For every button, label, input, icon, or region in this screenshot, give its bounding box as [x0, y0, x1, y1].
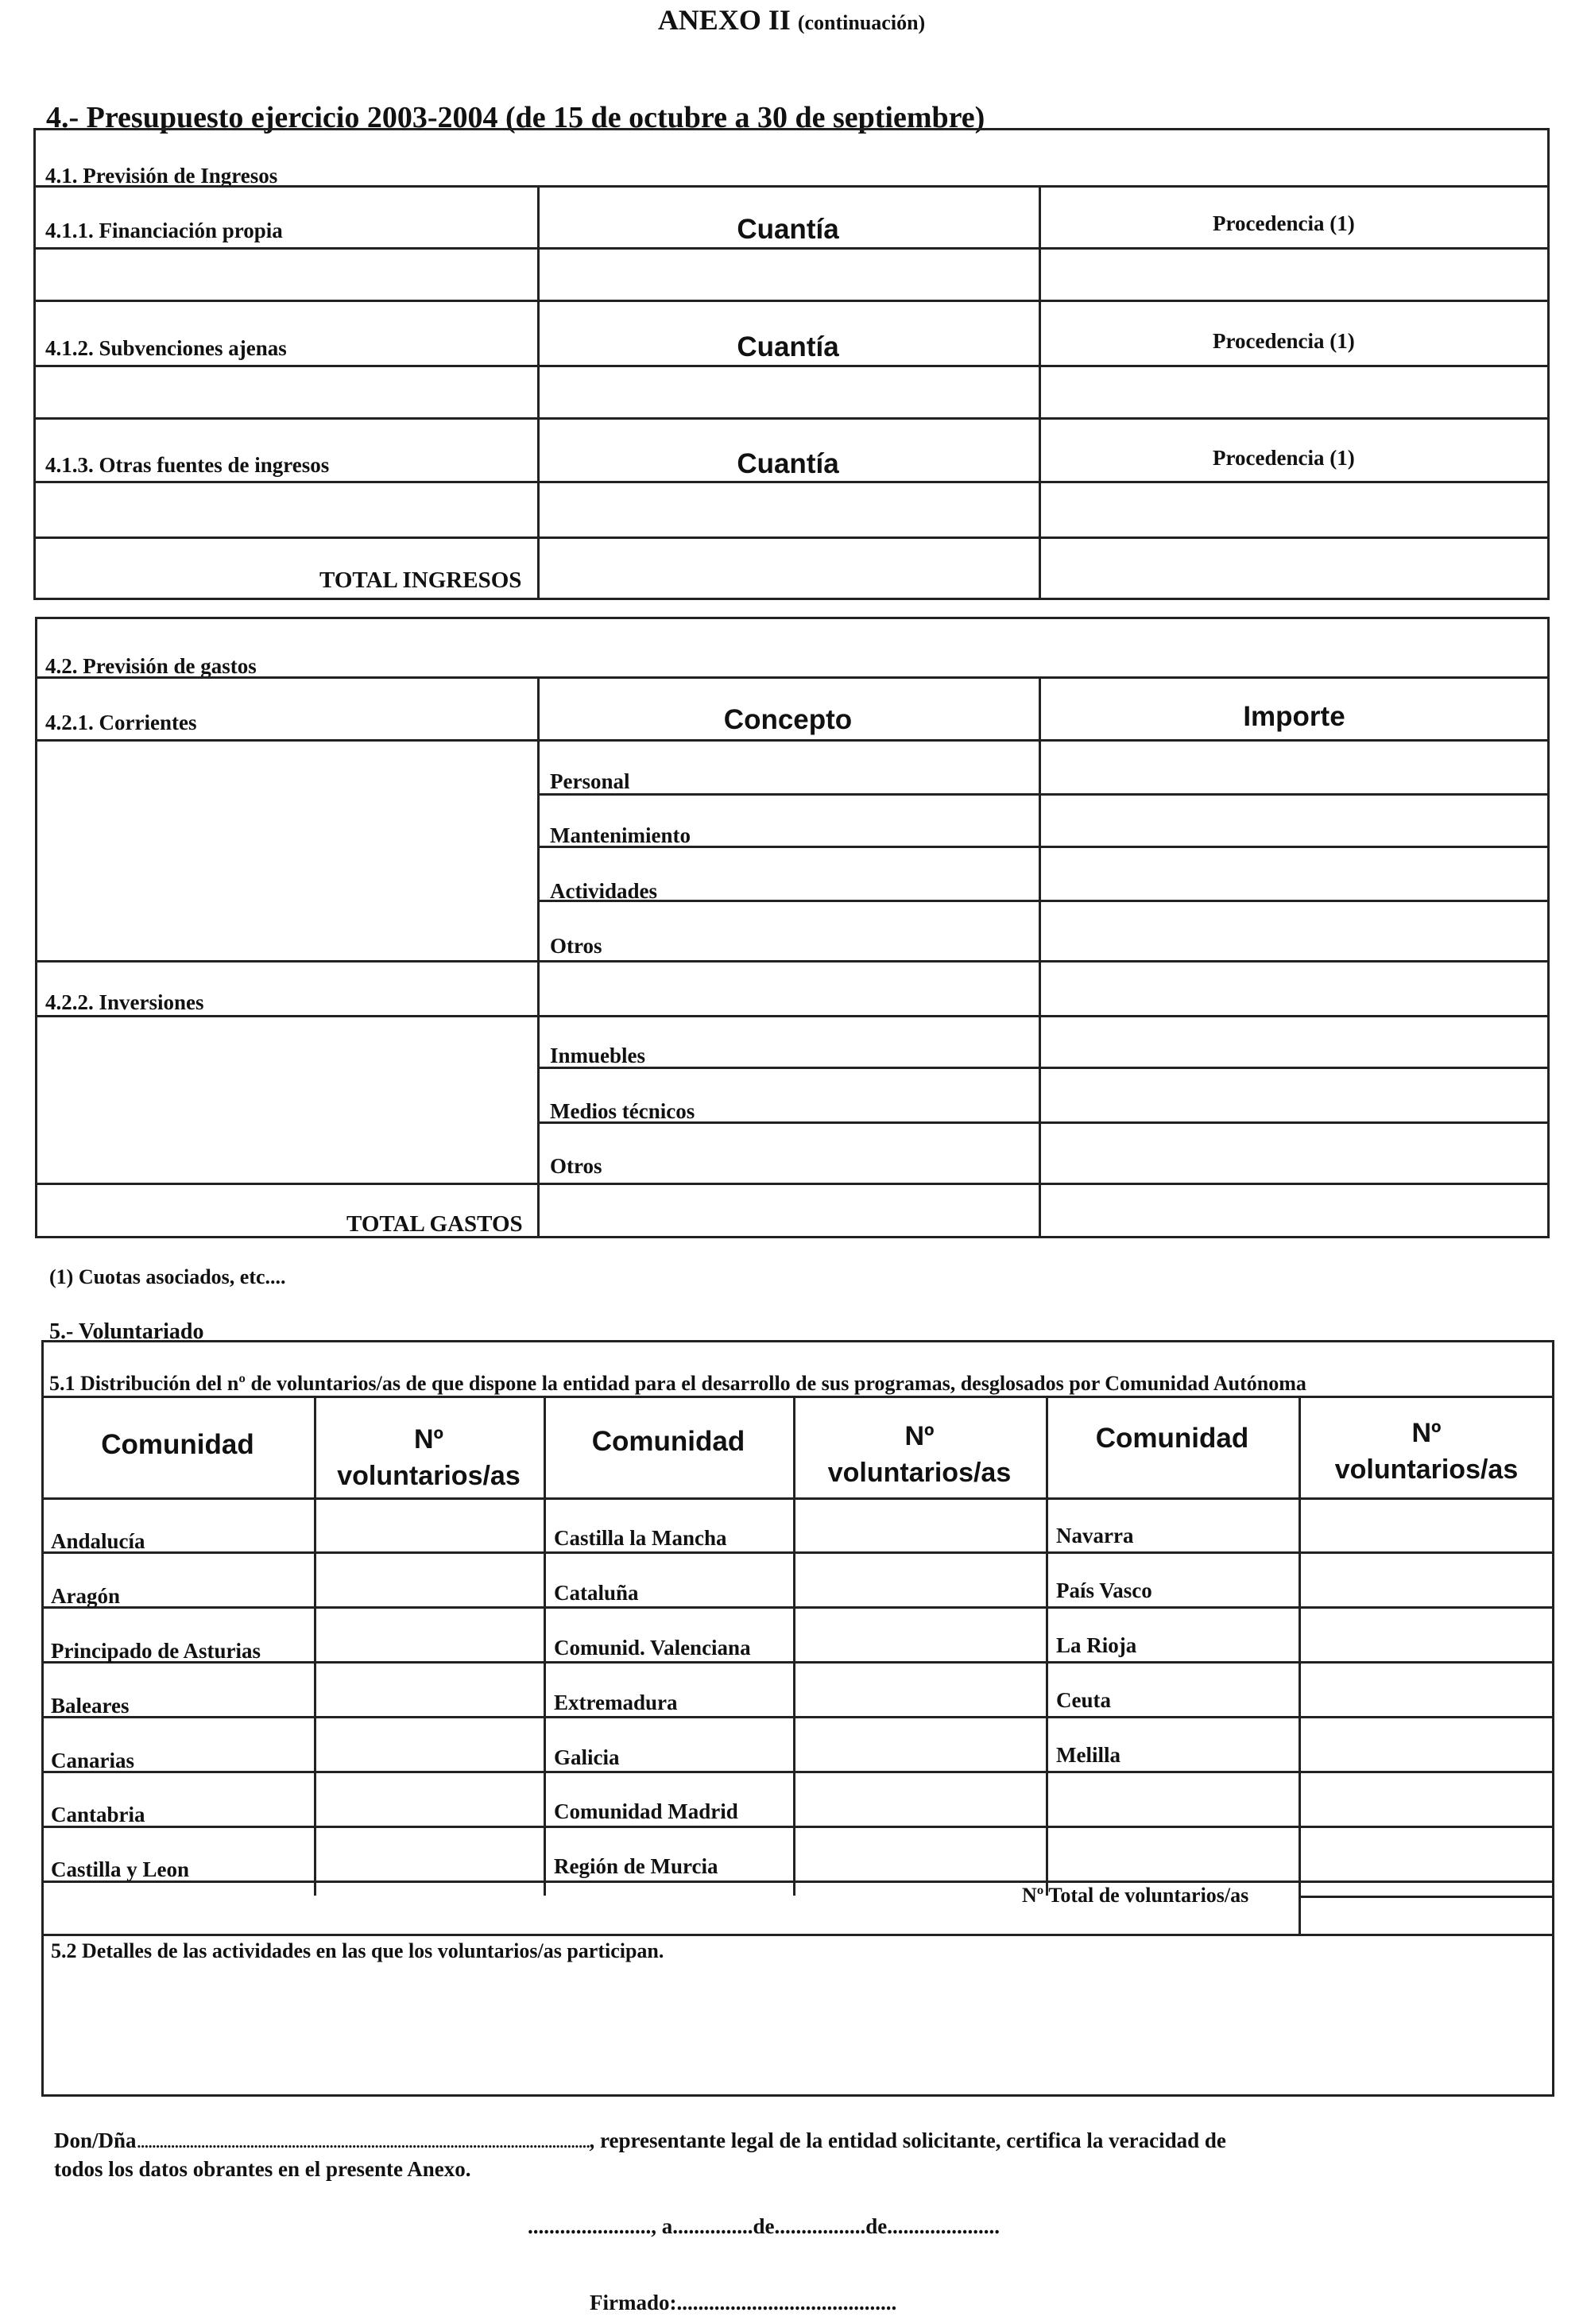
income-row-grants-origin-header: Procedencia (1) [1213, 329, 1355, 353]
col-header-community-3: Comunidad [1095, 1423, 1249, 1454]
total-expenses-field[interactable] [540, 1185, 1036, 1236]
income-row-other-sources-amount-header: Cuantía [737, 448, 839, 479]
investments-label: 4.2.2. Inversiones [45, 990, 204, 1014]
income-grants-origin-field[interactable] [1041, 367, 1547, 415]
community-castilla-leon: Castilla y Leon [51, 1857, 190, 1881]
current-expenses-label: 4.2.1. Corrientes [45, 711, 197, 734]
col-header-count-2-label: voluntarios/as [827, 1458, 1012, 1488]
community-cataluna: Cataluña [554, 1581, 639, 1605]
activity-details-field[interactable] [44, 1967, 1552, 2094]
community-valenciana: Comunid. Valenciana [554, 1636, 751, 1660]
total-income-label: TOTAL INGRESOS [319, 567, 522, 593]
total-volunteers-label: Nº Total de voluntarios/as [1022, 1884, 1249, 1907]
community-aragon: Aragón [51, 1584, 120, 1608]
community-baleares: Baleares [51, 1694, 130, 1718]
total-expenses-label: TOTAL GASTOS [346, 1211, 523, 1237]
expense-item-technical-means: Medios técnicos [550, 1099, 695, 1123]
signature-line[interactable]: Firmado:......................................... [590, 2291, 897, 2314]
community-cantabria: Cantabria [51, 1803, 145, 1826]
amount-header: Importe [1243, 701, 1345, 732]
income-own-funding-amount-field[interactable] [540, 250, 1036, 297]
expense-item-personal: Personal [550, 769, 630, 793]
income-row-other-sources-label: 4.1.3. Otras fuentes de ingresos [45, 453, 330, 477]
income-row-grants-label: 4.1.2. Subvenciones ajenas [45, 336, 287, 360]
expense-item-activities: Actividades [550, 879, 657, 903]
income-other-sources-amount-field[interactable] [540, 483, 1036, 534]
representative-name-field[interactable]: ........................................................................................................................ [136, 2128, 590, 2152]
expenses-title: 4.2. Previsión de gastos [45, 654, 257, 678]
income-row-other-sources-origin-header: Procedencia (1) [1213, 446, 1355, 470]
page-title [0, 3, 1583, 37]
income-grants-amount-field[interactable] [540, 367, 1036, 415]
community-extremadura: Extremadura [554, 1691, 678, 1714]
income-row-own-funding-label: 4.1.1. Financiación propia [45, 219, 283, 242]
community-andalucia: Andalucía [51, 1529, 145, 1553]
footnote: (1) Cuotas asociados, etc.... [49, 1265, 286, 1288]
community-murcia: Región de Murcia [554, 1854, 718, 1878]
expense-item-real-estate: Inmuebles [550, 1044, 646, 1067]
budget-heading: 4.- Presupuesto ejercicio 2003-2004 (de 15 de octubre a 30 de septiembre) [46, 101, 985, 134]
income-own-funding-origin-field[interactable] [1041, 250, 1547, 297]
certification-text: , representante legal de la entidad solicitante, certifica la veracidad de [589, 2128, 1226, 2152]
certification-line-2: todos los datos obrantes en el presente Anexo. [54, 2157, 471, 2181]
total-volunteers-field[interactable] [1301, 1898, 1552, 1932]
community-galicia: Galicia [554, 1745, 620, 1769]
representative-label: Don/Dña [54, 2128, 137, 2152]
community-melilla: Melilla [1056, 1743, 1120, 1767]
date-line[interactable]: ......................., a...............de.................de..................... [528, 2214, 1000, 2238]
community-ceuta: Ceuta [1056, 1688, 1111, 1712]
concept-header: Concepto [723, 704, 853, 735]
certification-line-1 [54, 2128, 1226, 2153]
community-madrid: Comunidad Madrid [554, 1799, 738, 1823]
col-header-count-3-nº: Nº [1411, 1418, 1442, 1448]
activity-details-title: 5.2 Detalles de las actividades en las que los voluntarios/as participan. [51, 1939, 664, 1962]
col-header-community-1: Comunidad [101, 1429, 254, 1460]
col-header-count-2-nº: Nº [904, 1421, 935, 1451]
expense-item-maintenance: Mantenimiento [550, 823, 691, 847]
community-la-rioja: La Rioja [1056, 1633, 1137, 1657]
col-header-count-3-label: voluntarios/as [1334, 1454, 1519, 1485]
annex-title: ANEXO II [657, 4, 791, 36]
community-canarias: Canarias [51, 1749, 135, 1772]
community-navarra: Navarra [1056, 1524, 1134, 1547]
expense-item-other-investments: Otros [550, 1154, 602, 1178]
community-castilla-mancha: Castilla la Mancha [554, 1526, 727, 1550]
income-row-own-funding-amount-header: Cuantía [737, 214, 839, 245]
col-header-community-2: Comunidad [591, 1426, 745, 1457]
col-header-count-1-nº: Nº [414, 1424, 443, 1454]
total-income-field[interactable] [540, 539, 1036, 598]
community-pais-vasco: País Vasco [1056, 1578, 1152, 1602]
volunteers-heading: 5.- Voluntariado [49, 1319, 204, 1344]
income-row-grants-amount-header: Cuantía [737, 331, 839, 362]
income-title: 4.1. Previsión de Ingresos [45, 164, 278, 188]
col-header-count-1-label: voluntarios/as [337, 1461, 521, 1491]
expense-item-other-current: Otros [550, 934, 602, 958]
distribution-title: 5.1 Distribución del nº de voluntarios/as de que dispone la entidad para el desarrollo de sus programas, desglosados por Comunidad Autónoma [49, 1372, 1306, 1395]
income-other-sources-origin-field[interactable] [1041, 483, 1547, 534]
community-asturias: Principado de Asturias [51, 1639, 261, 1663]
income-row-own-funding-origin-header: Procedencia (1) [1213, 211, 1355, 235]
annex-subtitle: (continuación) [797, 11, 926, 34]
